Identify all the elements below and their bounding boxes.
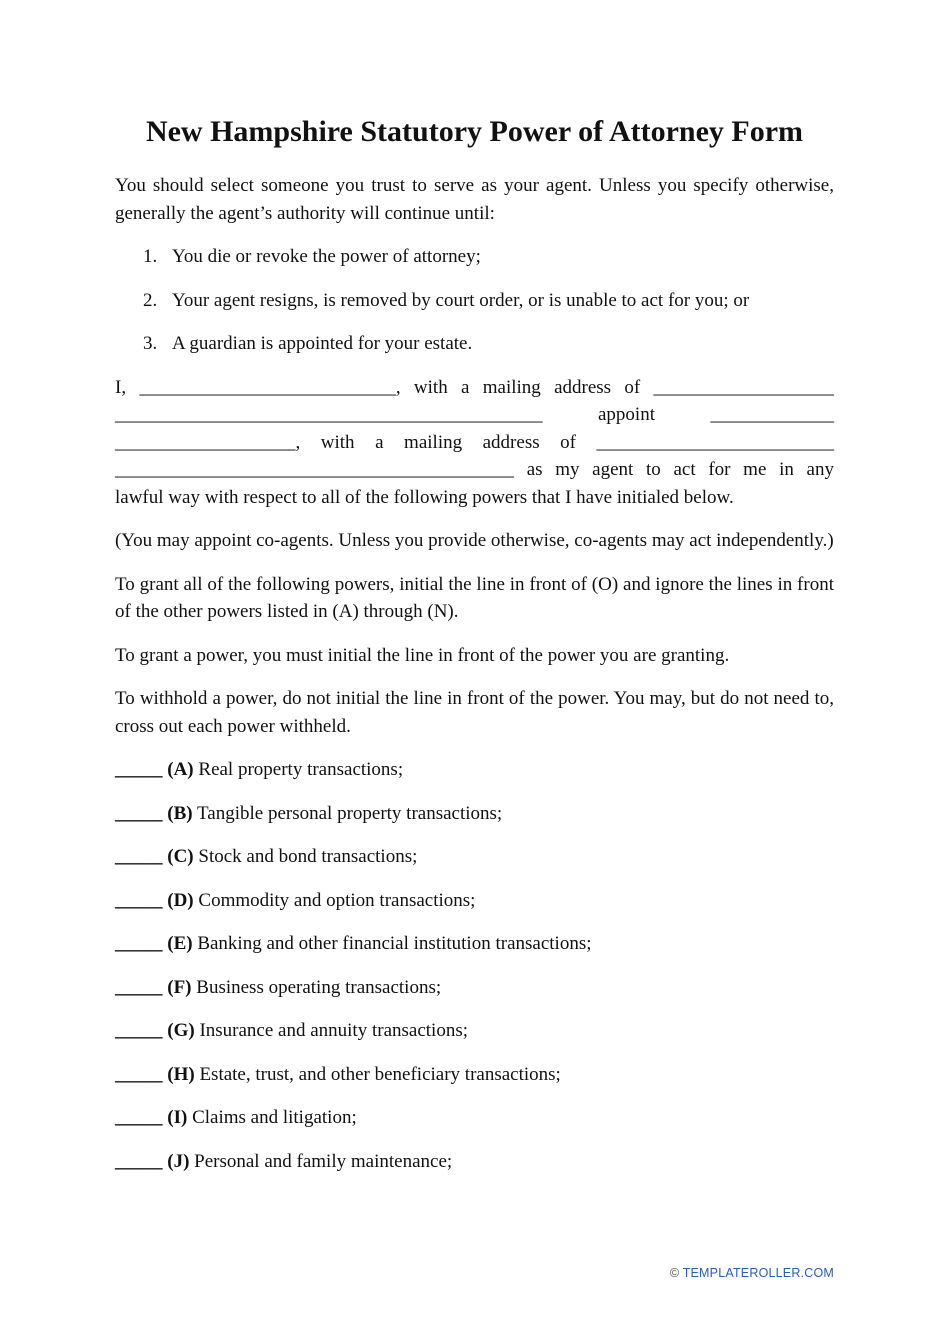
list-text: You die or revoke the power of attorney;	[172, 246, 481, 267]
initial-blank[interactable]: _____	[115, 802, 163, 824]
power-text: Banking and other financial institution transactions;	[197, 933, 592, 954]
initial-blank[interactable]: _____	[115, 933, 163, 954]
list-number: 2.	[143, 289, 158, 311]
initial-blank[interactable]: _____	[115, 1063, 163, 1085]
power-code: (G)	[167, 1020, 195, 1041]
power-code: (D)	[167, 889, 194, 911]
power-item-a	[115, 756, 834, 784]
conditions-list	[115, 243, 834, 358]
grant-one-paragraph: To grant a power, you must initial the line in front of the power you are granting.	[115, 644, 730, 666]
coagents-paragraph: (You may appoint co-agents. Unless you provide otherwise, co-agents may act independently.)	[115, 530, 834, 551]
power-item-h	[115, 1061, 834, 1089]
page-title: New Hampshire Statutory Power of Attorney Form	[145, 115, 804, 148]
power-code: (E)	[167, 933, 193, 954]
power-item-g	[115, 1017, 834, 1045]
appointment-line-3[interactable]: ___________________, with a mailing address of _________________________	[115, 431, 834, 453]
appointment-paragraph	[115, 374, 834, 512]
footer-watermark[interactable]	[670, 1266, 834, 1280]
power-code: (B)	[167, 802, 193, 824]
grant-all-paragraph: To grant all of the following powers, initial the line in front of (O) and ignore the lines in front of the other powers listed in (A) through (N).	[115, 573, 834, 622]
initial-blank[interactable]: _____	[115, 889, 163, 911]
initial-blank[interactable]: _____	[115, 846, 163, 867]
power-text: Estate, trust, and other beneficiary transactions;	[199, 1063, 561, 1085]
power-item-b	[115, 800, 834, 828]
list-number: 1.	[143, 246, 158, 267]
power-text: Business operating transactions;	[196, 976, 442, 998]
document-page	[115, 112, 834, 1191]
power-item-f	[115, 974, 834, 1002]
power-text: Insurance and annuity transactions;	[199, 1020, 468, 1041]
appointment-line-4[interactable]: __________________________________________ as my agent to act for me in any	[115, 459, 834, 480]
powers-list	[115, 756, 834, 1175]
list-item	[143, 330, 834, 358]
power-item-j	[115, 1148, 834, 1176]
initial-blank[interactable]: _____	[115, 759, 163, 780]
power-item-c	[115, 843, 834, 871]
power-text: Tangible personal property transactions;	[197, 802, 503, 824]
power-text: Personal and family maintenance;	[194, 1150, 453, 1172]
initial-blank[interactable]: _____	[115, 976, 163, 998]
power-code: (F)	[167, 976, 192, 998]
list-item	[143, 287, 834, 315]
list-text: Your agent resigns, is removed by court order, or is unable to act for you; or	[172, 289, 750, 311]
power-code: (H)	[167, 1063, 195, 1085]
initial-blank[interactable]: _____	[115, 1020, 163, 1041]
appointment-line-2[interactable]: _____________________________________________ appoint _____________	[115, 404, 834, 425]
power-item-i	[115, 1104, 834, 1132]
list-item	[143, 243, 834, 271]
initial-blank[interactable]: _____	[115, 1107, 163, 1128]
power-code: (C)	[167, 846, 194, 867]
power-code: (J)	[167, 1150, 190, 1172]
power-text: Claims and litigation;	[192, 1107, 357, 1128]
footer-link[interactable]: TEMPLATEROLLER.COM	[682, 1266, 834, 1280]
power-text: Stock and bond transactions;	[198, 846, 418, 867]
appointment-line-5: lawful way with respect to all of the following powers that I have initialed below.	[115, 486, 734, 508]
copyright-icon: ©	[669, 1266, 680, 1280]
power-item-d	[115, 887, 834, 915]
initial-blank[interactable]: _____	[115, 1150, 163, 1172]
power-text: Real property transactions;	[198, 759, 404, 780]
list-text: A guardian is appointed for your estate.	[172, 333, 473, 354]
power-item-e	[115, 930, 834, 958]
power-code: (I)	[167, 1107, 188, 1128]
list-number: 3.	[143, 333, 158, 354]
power-text: Commodity and option transactions;	[198, 889, 476, 911]
intro-paragraph: You should select someone you trust to serve as your agent. Unless you specify otherwise, generally the agent’s authority will continue until:	[115, 175, 834, 224]
withhold-paragraph: To withhold a power, do not initial the line in front of the power. You may, but do not need to, cross out each power withheld.	[115, 688, 834, 737]
power-code: (A)	[167, 759, 194, 780]
appointment-line-1[interactable]: I, ___________________________, with a mailing address of ___________________	[115, 376, 834, 398]
